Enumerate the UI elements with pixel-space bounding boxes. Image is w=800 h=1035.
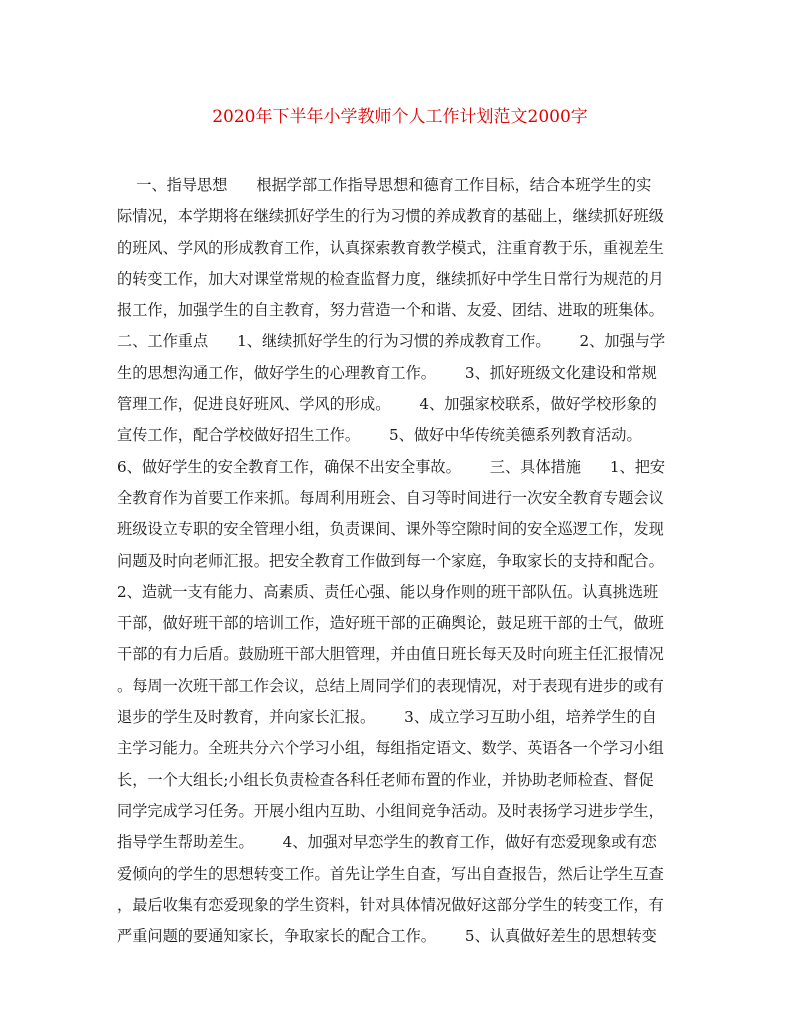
- body-text-line: 主学习能力。全班共分六个学习小组，每组指定语文、数学、英语各一个学习小组: [117, 739, 664, 758]
- body-text-line: 的转变工作，加大对课堂常规的检查监督力度，继续抓好中学生日常行为规范的月: [117, 269, 664, 288]
- body-text-line: 2、造就一支有能力、高素质、责任心强、能以身作则的班干部队伍。认真挑选班: [117, 582, 659, 601]
- body-text-line: 二、工作重点 1、继续抓好学生的行为习惯的养成教育工作。 2、加强与学: [117, 332, 666, 351]
- body-text-line: 指导学生帮助差生。 4、加强对早恋学生的教育工作，做好有恋爱现象或有恋: [117, 833, 657, 852]
- body-text-line: 干部，做好班干部的培训工作，造好班干部的正确舆论，鼓足班干部的士气，做班: [117, 614, 664, 633]
- body-text-line: 报工作，加强学生的自主教育，努力营造一个和谐、友爱、团结、进取的班集体。: [117, 301, 664, 320]
- body-text-line: 班级设立专职的安全管理小组，负责课间、课外等空隙时间的安全巡逻工作，发现: [117, 520, 664, 539]
- body-text-line: 退步的学生及时教育，并向家长汇报。 3、成立学习互助小组，培养学生的自: [117, 708, 657, 727]
- body-text-line: 干部的有力后盾。鼓励班干部大胆管理，并由值日班长每天及时向班主任汇报情况: [117, 645, 664, 664]
- document-body: [117, 170, 685, 952]
- body-text-line: 宣传工作，配合学校做好招生工作。 5、做好中华传统美德系列教育活动。: [117, 426, 642, 445]
- body-text-line: 全教育作为首要工作来抓。每周利用班会、自习等时间进行一次安全教育专题会议: [117, 488, 664, 507]
- body-text-line: 爱倾向的学生的思想转变工作。首先让学生自查，写出自查报告，然后让学生互查: [117, 864, 664, 883]
- body-text-line: 严重问题的要通知家长，争取家长的配合工作。 5、认真做好差生的思想转变: [117, 927, 657, 946]
- body-text-line: 一、指导思想 根据学部工作指导思想和德育工作目标，结合本班学生的实: [117, 176, 652, 194]
- body-text-line: 的班风、学风的形成教育工作，认真探索教育教学模式，注重育教于乐，重视差生: [117, 238, 664, 257]
- body-text-line: 。每周一次班干部工作会议，总结上周同学们的表现情况，对于表现有进步的或有: [117, 676, 664, 695]
- body-text-line: 同学完成学习任务。开展小组内互助、小组间竞争活动。及时表扬学习进步学生，: [117, 801, 664, 820]
- body-text-line: 生的思想沟通工作，做好学生的心理教育工作。 3、抓好班级文化建设和常规: [117, 363, 657, 382]
- body-text-line: 管理工作，促进良好班风、学风的形成。 4、加强家校联系，做好学校形象的: [117, 395, 657, 414]
- document-title: 2020年下半年小学教师个人工作计划范文2000字: [212, 107, 588, 127]
- body-text-line: 6、做好学生的安全教育工作，确保不出安全事故。 三、具体措施 1、把安: [117, 457, 666, 476]
- body-text-line: ，最后收集有恋爱现象的学生资料，针对具体情况做好这部分学生的转变工作，有: [117, 895, 664, 914]
- body-text-line: 长，一个大组长;小组长负责检查各科任老师布置的作业，并协助老师检查、督促: [117, 770, 654, 789]
- body-text-line: 际情况，本学期将在继续抓好学生的行为习惯的养成教育的基础上，继续抓好班级: [117, 207, 664, 226]
- body-text-line: 问题及时向老师汇报。把安全教育工作做到每一个家庭，争取家长的支持和配合。: [117, 551, 664, 570]
